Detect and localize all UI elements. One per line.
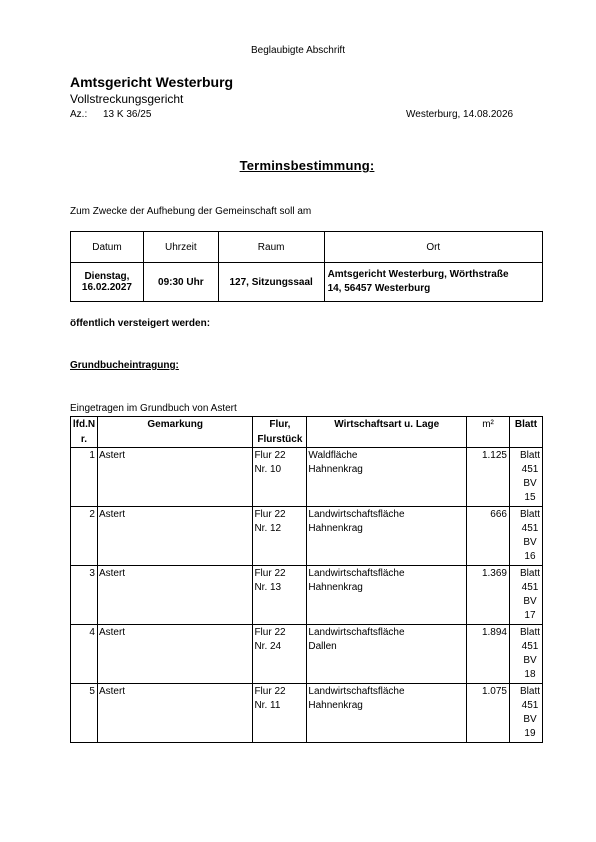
grundbuch-header-row — [71, 417, 543, 448]
row-blatt-nr: 451 — [521, 464, 539, 475]
row-nr: 2 — [71, 507, 98, 566]
row-nr: 4 — [71, 625, 98, 684]
header-lfd-nr — [71, 417, 98, 448]
row-art: Landwirtschaftsfläche — [308, 686, 405, 697]
row-gemarkung: Astert — [97, 507, 252, 566]
table-row — [71, 684, 543, 743]
intro-text: Zum Zwecke der Aufhebung der Gemeinschaft soll am — [70, 206, 312, 217]
row-bv-nr: 17 — [524, 610, 536, 621]
row-m2: 666 — [467, 507, 510, 566]
termin-uhrzeit: 09:30 Uhr — [143, 263, 218, 302]
row-lage: Hahnenkrag — [308, 523, 363, 534]
page-title: Terminsbestimmung: — [239, 158, 375, 173]
row-wirtschaftsart — [307, 625, 467, 684]
termin-row — [71, 263, 543, 302]
table-row — [71, 448, 543, 507]
row-bv-label: BV — [523, 655, 537, 666]
header-m2: m² — [467, 417, 510, 448]
header-flur-line1: Flur, — [269, 419, 291, 430]
row-blatt-label: Blatt — [519, 450, 540, 461]
row-lage: Hahnenkrag — [308, 700, 363, 711]
row-flurstueck: Nr. 13 — [254, 582, 282, 593]
header-lfd-line1: lfd.N — [72, 419, 96, 430]
row-blatt — [509, 625, 542, 684]
row-bv-nr: 19 — [524, 728, 536, 739]
file-number: 13 K 36/25 — [103, 109, 152, 120]
row-lage: Hahnenkrag — [308, 582, 363, 593]
header-flur-line2: Flurstück — [257, 434, 303, 445]
header-lfd-line2: r. — [80, 434, 88, 445]
termin-raum: 127, Sitzungssaal — [218, 263, 324, 302]
row-flur — [253, 566, 307, 625]
termin-datum — [71, 263, 144, 302]
header-gemarkung: Gemarkung — [97, 417, 252, 448]
row-flur-label: Flur 22 — [254, 509, 286, 520]
row-art: Landwirtschaftsfläche — [308, 568, 405, 579]
row-lage: Dallen — [308, 641, 337, 652]
file-label: Az.: — [70, 109, 88, 120]
row-wirtschaftsart — [307, 566, 467, 625]
header-datum: Datum — [71, 232, 144, 263]
versteigert-text: öffentlich versteigert werden: — [70, 318, 211, 329]
row-blatt — [509, 566, 542, 625]
row-m2: 1.125 — [467, 448, 510, 507]
row-blatt-nr: 451 — [521, 523, 539, 534]
row-flur — [253, 507, 307, 566]
row-bv-label: BV — [523, 537, 537, 548]
row-nr: 5 — [71, 684, 98, 743]
header-uhrzeit: Uhrzeit — [143, 232, 218, 263]
row-m2: 1.894 — [467, 625, 510, 684]
row-flur — [253, 625, 307, 684]
row-flurstueck: Nr. 10 — [254, 464, 282, 475]
termin-date: 16.02.2027 — [81, 282, 132, 293]
grundbuch-body — [71, 448, 543, 743]
header-blatt: Blatt — [509, 417, 542, 448]
row-wirtschaftsart — [307, 684, 467, 743]
termin-ort-line1: Amtsgericht Westerburg, Wörthstraße — [327, 269, 509, 280]
row-blatt-nr: 451 — [521, 582, 539, 593]
row-bv-nr: 18 — [524, 669, 536, 680]
row-bv-label: BV — [523, 714, 537, 725]
termin-header-row — [71, 232, 543, 263]
header-ort: Ort — [324, 232, 542, 263]
termin-weekday: Dienstag, — [84, 271, 130, 282]
row-blatt-label: Blatt — [519, 509, 540, 520]
row-nr: 3 — [71, 566, 98, 625]
row-flur — [253, 684, 307, 743]
row-wirtschaftsart — [307, 507, 467, 566]
header-raum: Raum — [218, 232, 324, 263]
row-blatt — [509, 684, 542, 743]
court-department: Vollstreckungsgericht — [70, 92, 184, 106]
place-date: Westerburg, 14.08.2026 — [406, 109, 514, 120]
row-flur-label: Flur 22 — [254, 568, 286, 579]
table-row — [71, 507, 543, 566]
row-flurstueck: Nr. 11 — [254, 700, 281, 711]
row-bv-nr: 16 — [524, 551, 536, 562]
row-bv-label: BV — [523, 478, 537, 489]
row-art: Landwirtschaftsfläche — [308, 509, 405, 520]
termin-ort-line2: 14, 56457 Westerburg — [327, 283, 431, 294]
row-flurstueck: Nr. 24 — [254, 641, 282, 652]
table-row — [71, 625, 543, 684]
row-blatt — [509, 448, 542, 507]
row-wirtschaftsart — [307, 448, 467, 507]
row-flur — [253, 448, 307, 507]
header-flur — [253, 417, 307, 448]
row-blatt-nr: 451 — [521, 641, 539, 652]
row-gemarkung: Astert — [97, 625, 252, 684]
termin-table — [70, 231, 543, 302]
row-gemarkung: Astert — [97, 566, 252, 625]
row-gemarkung: Astert — [97, 448, 252, 507]
court-name: Amtsgericht Westerburg — [70, 74, 234, 90]
row-blatt-label: Blatt — [519, 568, 540, 579]
row-gemarkung: Astert — [97, 684, 252, 743]
grundbuch-table — [70, 416, 543, 743]
header-wirtschaftsart: Wirtschaftsart u. Lage — [307, 417, 467, 448]
row-bv-nr: 15 — [524, 492, 536, 503]
row-nr: 1 — [71, 448, 98, 507]
row-m2: 1.369 — [467, 566, 510, 625]
row-blatt — [509, 507, 542, 566]
row-flur-label: Flur 22 — [254, 450, 286, 461]
grundbuch-heading: Grundbucheintragung: — [70, 360, 179, 371]
termin-ort — [324, 263, 542, 302]
row-flur-label: Flur 22 — [254, 627, 286, 638]
copy-note: Beglaubigte Abschrift — [251, 45, 345, 56]
row-art: Landwirtschaftsfläche — [308, 627, 405, 638]
row-blatt-nr: 451 — [521, 700, 539, 711]
row-m2: 1.075 — [467, 684, 510, 743]
row-blatt-label: Blatt — [519, 686, 540, 697]
row-flur-label: Flur 22 — [254, 686, 286, 697]
row-bv-label: BV — [523, 596, 537, 607]
table-row — [71, 566, 543, 625]
row-flurstueck: Nr. 12 — [254, 523, 282, 534]
grundbuch-intro: Eingetragen im Grundbuch von Astert — [70, 403, 237, 414]
row-lage: Hahnenkrag — [308, 464, 363, 475]
row-art: Waldfläche — [308, 450, 358, 461]
row-blatt-label: Blatt — [519, 627, 540, 638]
